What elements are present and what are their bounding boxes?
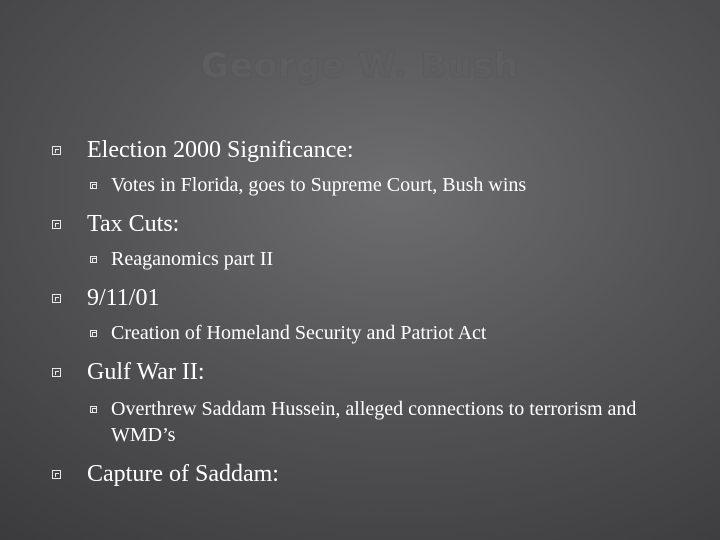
bullet-item	[52, 136, 354, 164]
square-bullet-icon	[90, 256, 97, 263]
square-bullet-icon	[52, 368, 61, 377]
bullet-text: Gulf War II:	[87, 359, 205, 385]
square-bullet-icon	[52, 220, 61, 229]
sub-bullet-text: Overthrew Saddam Hussein, alleged connections to terrorism and WMD’s	[111, 398, 637, 446]
bullet-item	[52, 460, 279, 488]
square-bullet-icon	[52, 294, 61, 303]
bullet-text: 9/11/01	[87, 285, 160, 311]
bullet-text: Tax Cuts:	[87, 211, 180, 237]
sub-bullet-text: Votes in Florida, goes to Supreme Court, Bush wins	[111, 174, 527, 196]
bullet-item	[52, 284, 159, 312]
slide-title: George W. Bush	[200, 46, 520, 86]
square-bullet-icon	[90, 330, 97, 337]
sub-bullet-text: Reaganomics part II	[111, 248, 274, 270]
bullet-item	[52, 358, 205, 386]
sub-bullet-item	[90, 320, 690, 346]
square-bullet-icon	[90, 182, 97, 189]
bullet-text: Election 2000 Significance:	[87, 137, 354, 163]
square-bullet-icon	[90, 406, 97, 413]
sub-bullet-item	[90, 246, 690, 272]
sub-bullet-item	[90, 172, 690, 198]
bullet-item	[52, 210, 179, 238]
square-bullet-icon	[52, 146, 61, 155]
square-bullet-icon	[52, 470, 61, 479]
sub-bullet-text: Creation of Homeland Security and Patriot Act	[111, 322, 487, 344]
sub-bullet-item	[90, 396, 650, 448]
bullet-text: Capture of Saddam:	[87, 461, 279, 487]
